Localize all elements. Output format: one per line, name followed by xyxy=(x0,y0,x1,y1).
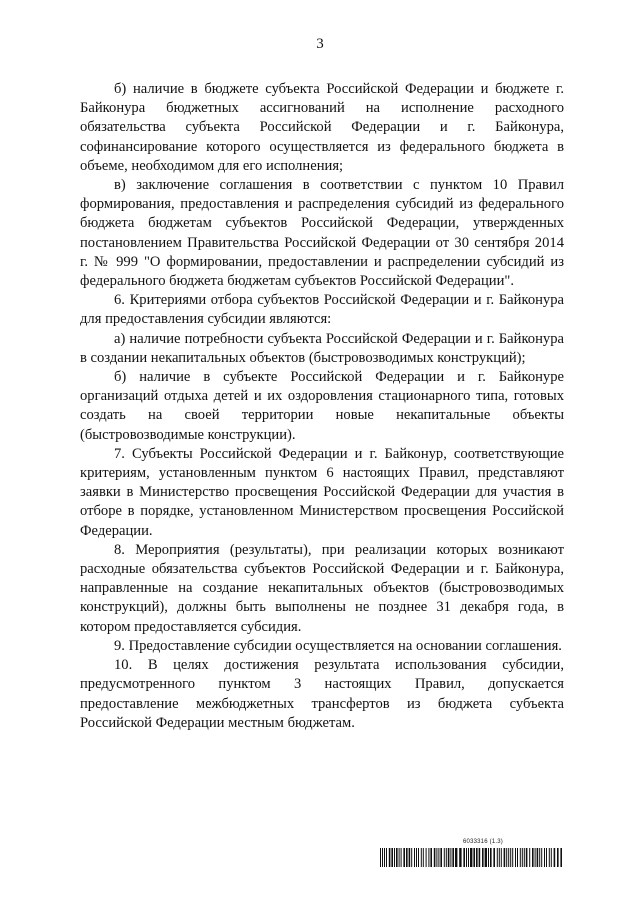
document-id: 6033316 (1.3) xyxy=(463,839,503,845)
paragraph-6b: б) наличие в субъекте Российской Федерации и г. Байконуре организаций отдыха детей и их оздоровления стационарного типа, готовых создать на своей территории новые некапитальные объекты (быстровозводимые конструкции). xyxy=(80,369,564,443)
paragraph-6: 6. Критериями отбора субъектов Российской Федерации и г. Байконура для предоставления субсидии являются: xyxy=(80,292,564,328)
paragraph-1b: б) наличие в бюджете субъекта Российской Федерации и бюджете г. Байконура бюджетных ассигнований на исполнение расходного обязательства субъекта Российской Федерации и г. Байконура, софинансирование которого осуществляется из федерального бюджета в объеме, необходимом для его исполнения; xyxy=(80,81,564,174)
paragraph-8: 8. Мероприятия (результаты), при реализации которых возникают расходные обязательства субъектов Российской Федерации и г. Байконура, направленные на создание некапитальных объектов (быстровозводимых конструкций), должны быть выполнены не позднее 31 декабря года, в котором предоставляется субсидия. xyxy=(80,541,564,635)
page-number: 3 xyxy=(316,36,324,52)
paragraph-6a: а) наличие потребности субъекта Российской Федерации и г. Байконура в создании некапитальных объектов (быстровозводимых конструкций); xyxy=(80,330,564,366)
paragraph-7: 7. Субъекты Российской Федерации и г. Байконур, соответствующие критериям, установленным пунктом 6 настоящих Правил, представляют заявки в Министерство просвещения Российской Федерации для участия в отборе в порядке, установленном Министерством просвещения Российской Федерации. xyxy=(80,445,564,539)
paragraph-1c: в) заключение соглашения в соответствии с пунктом 10 Правил формирования, предоставления и распределения субсидий из федерального бюджета бюджетам субъектов Российской Федерации, утвержденных постановлением Правительства Российской Федерации от 30 сентября 2014 г. № 999 "О формировании, предоставлении и распределении субсидий из федерального бюджета бюджетам субъектов Российской Федерации". xyxy=(80,177,564,290)
paragraph-10: 10. В целях достижения результата использования субсидии, предусмотренного пунктом 3 настоящих Правил, допускается предоставление межбюджетных трансфертов из бюджета субъекта Российской Федерации местным бюджетам. xyxy=(80,657,564,731)
document-body xyxy=(80,80,564,733)
barcode-icon xyxy=(380,848,562,867)
paragraph-9: 9. Предоставление субсидии осуществляется на основании соглашения. xyxy=(114,637,562,654)
